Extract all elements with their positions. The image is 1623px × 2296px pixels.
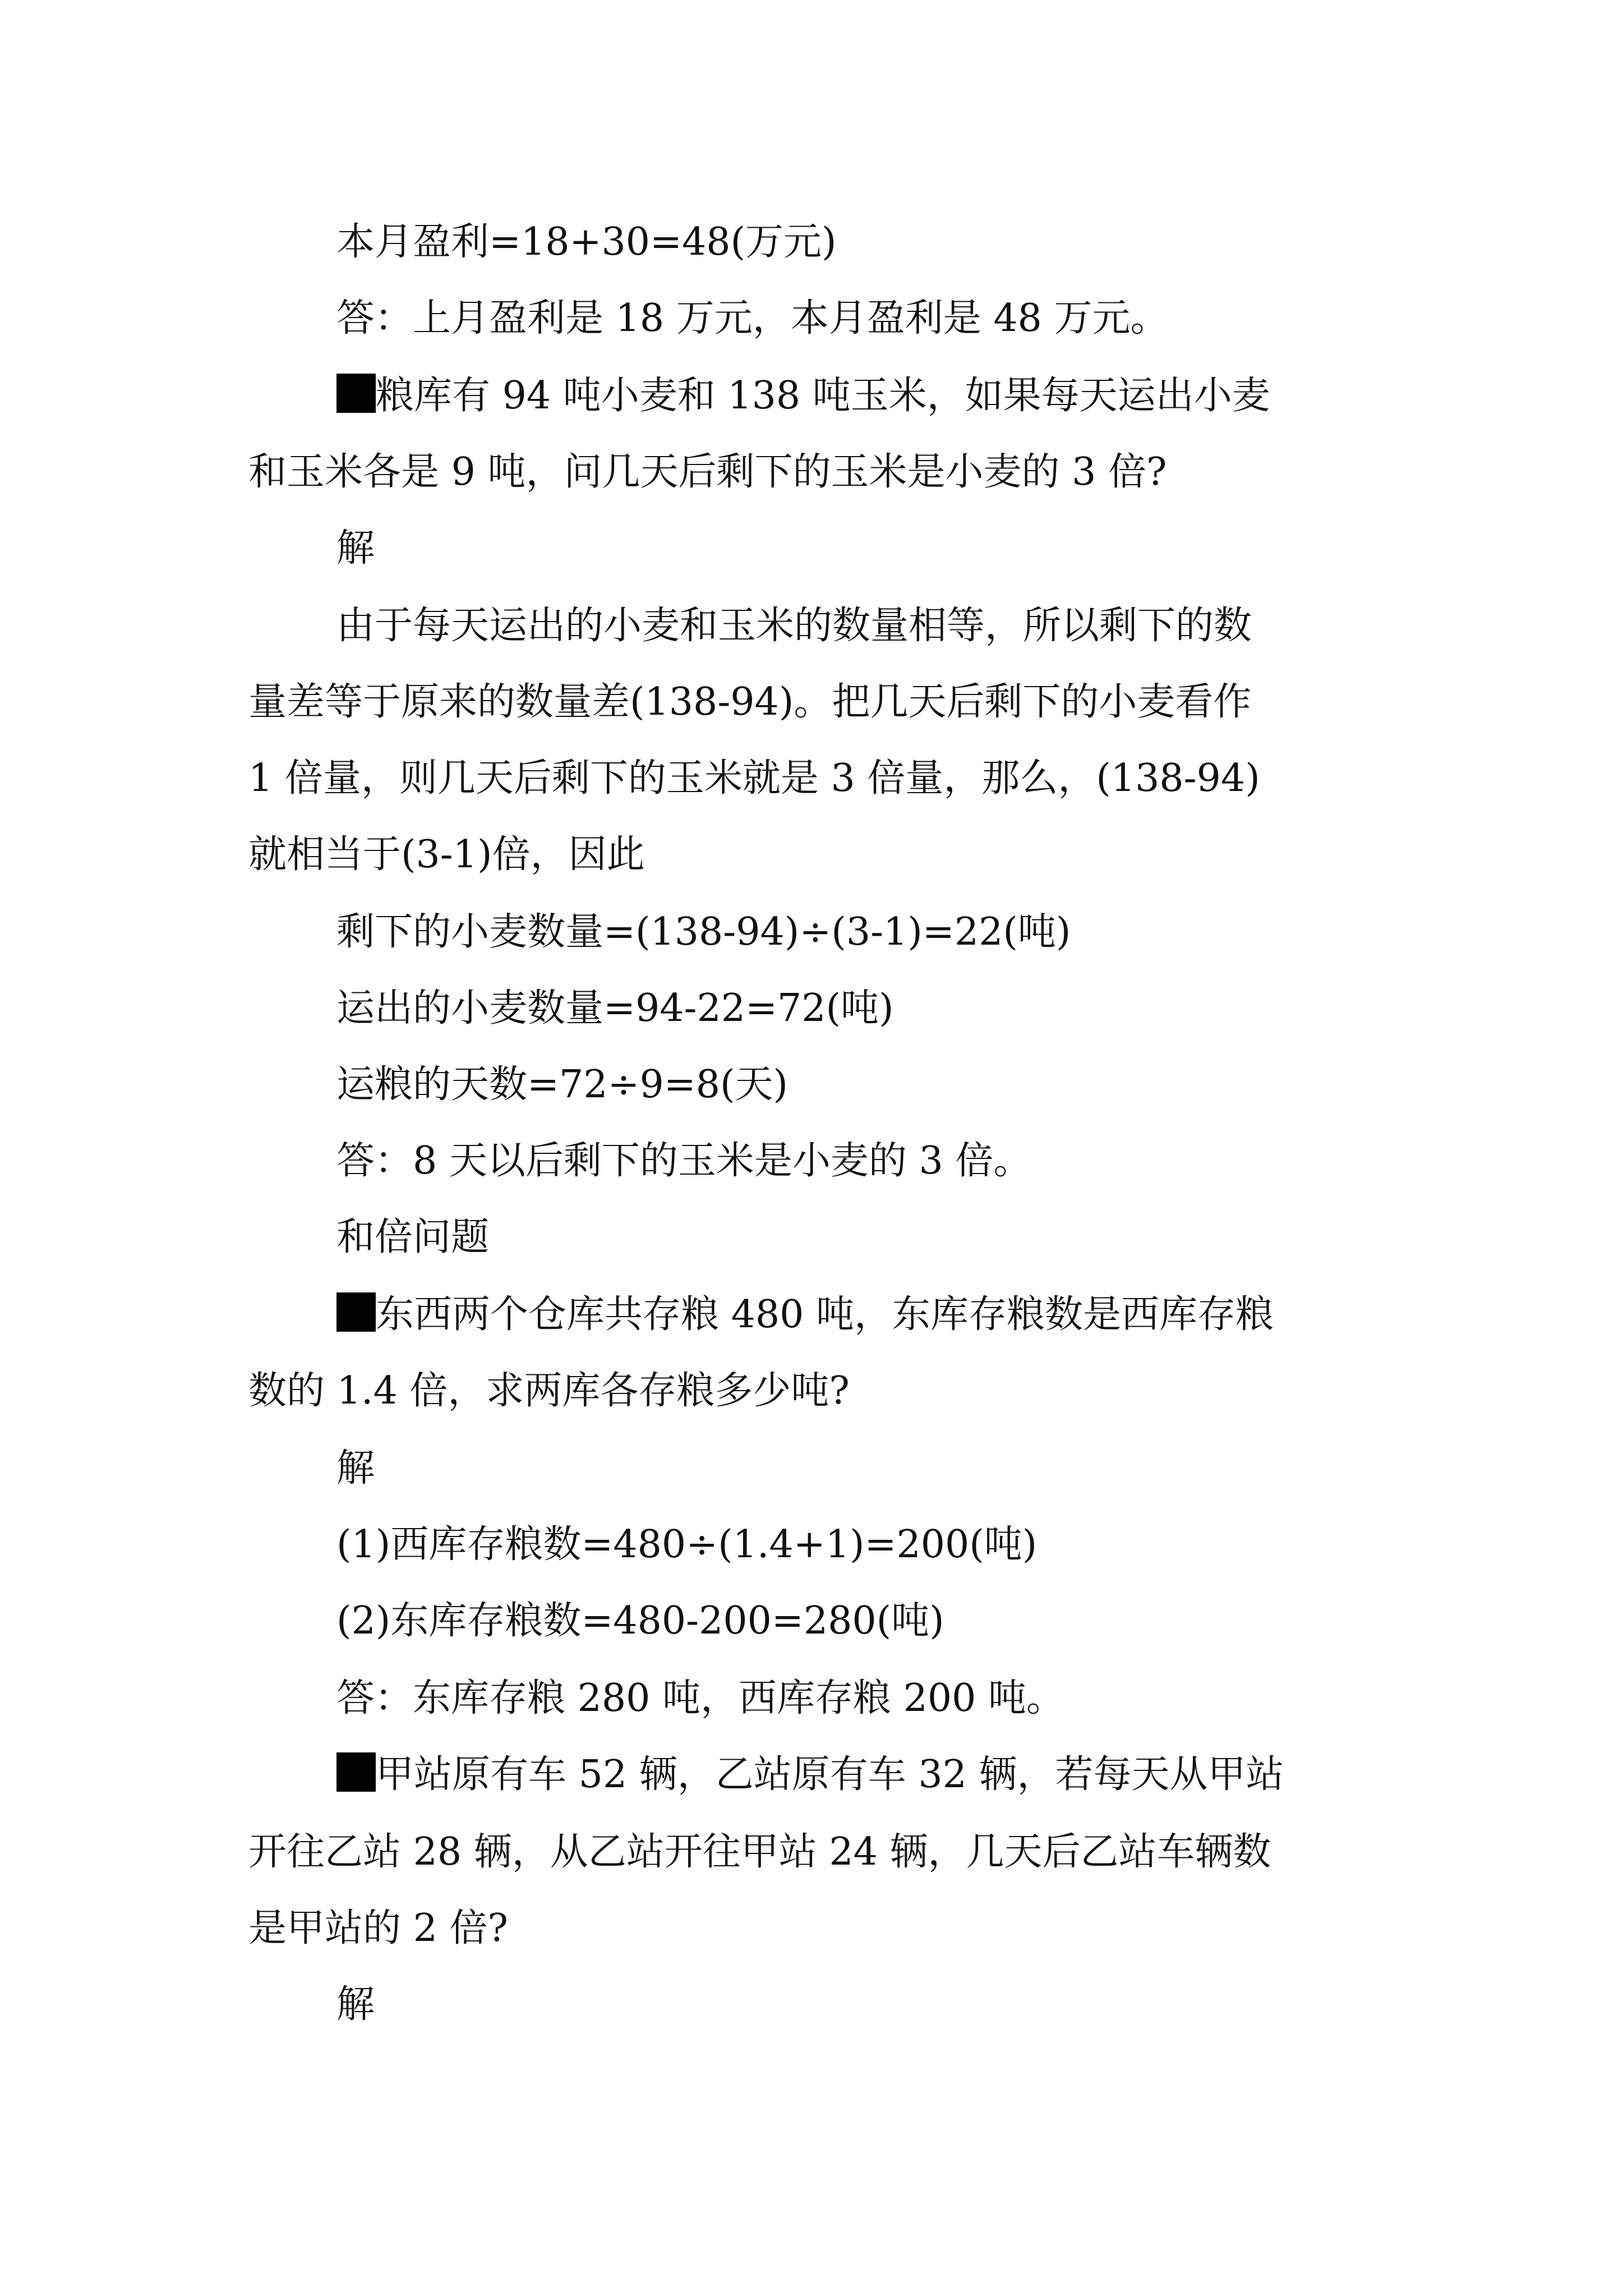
square-bullet-icon [336, 374, 376, 413]
text-content: 甲站原有车 52 辆，乙站原有车 32 辆，若每天从甲站 [376, 1752, 1284, 1797]
text-content: 解 [336, 1982, 375, 2027]
text-content: 东西两个仓库共存粮 480 吨，东库存粮数是西库存粮 [376, 1292, 1274, 1337]
equation-line [336, 1599, 944, 1644]
text-line [248, 680, 1251, 725]
text-content: 运出的小麦数量=94-22=72(吨) [336, 986, 894, 1030]
text-content: 答：8 天以后剩下的玉米是小麦的 3 倍。 [336, 1139, 1032, 1183]
text-content: 由于每天运出的小麦和玉米的数量相等，所以剩下的数 [336, 604, 1252, 648]
text-content: 解 [336, 526, 375, 570]
square-bullet-icon [336, 1292, 376, 1332]
problem-line [336, 1292, 1274, 1337]
text-line [336, 220, 837, 265]
problem-line [336, 374, 1270, 418]
solution-heading [336, 1446, 375, 1491]
text-line [336, 296, 1169, 341]
text-content: (2)东库存粮数=480-200=280(吨) [336, 1599, 944, 1643]
section-heading [336, 1215, 489, 1260]
equation-line [336, 910, 1071, 955]
text-content: 本月盈利=18+30=48(万元) [336, 220, 837, 264]
answer-line [336, 1676, 1064, 1721]
problem-line [248, 1906, 508, 1951]
problem-line [248, 450, 1166, 495]
square-bullet-icon [336, 1752, 376, 1792]
solution-heading [336, 526, 375, 571]
equation-line [336, 1062, 788, 1107]
text-content: 和倍问题 [336, 1215, 490, 1259]
text-line [248, 756, 1260, 801]
text-content: 1 倍量，则几天后剩下的玉米就是 3 倍量，那么，(138-94) [248, 756, 1260, 800]
problem-line [248, 1830, 1271, 1875]
text-content: 就相当于(3-1)倍，因此 [248, 832, 645, 877]
text-content: 和玉米各是 9 吨，问几天后剩下的玉米是小麦的 3 倍? [248, 450, 1167, 494]
text-content: 量差等于原来的数量差(138-94)。把几天后剩下的小麦看作 [248, 680, 1252, 724]
text-content: (1)西库存粮数=480÷(1.4+1)=200(吨) [336, 1522, 1038, 1567]
text-content: 解 [336, 1446, 375, 1490]
solution-heading [336, 1982, 375, 2027]
text-content: 剩下的小麦数量=(138-94)÷(3-1)=22(吨) [336, 910, 1071, 954]
equation-line [336, 986, 894, 1031]
text-content: 粮库有 94 吨小麦和 138 吨玉米，如果每天运出小麦 [376, 374, 1270, 418]
problem-line [248, 1369, 850, 1414]
text-line [336, 604, 1252, 648]
problem-line [336, 1752, 1284, 1797]
answer-line [336, 1139, 1031, 1184]
text-content: 数的 1.4 倍，求两库各存粮多少吨? [248, 1369, 850, 1413]
text-content: 答：上月盈利是 18 万元，本月盈利是 48 万元。 [336, 296, 1169, 341]
text-line [248, 832, 645, 877]
text-content: 答：东库存粮 280 吨，西库存粮 200 吨。 [336, 1676, 1065, 1720]
text-content: 开往乙站 28 辆，从乙站开往甲站 24 辆，几天后乙站车辆数 [248, 1830, 1271, 1874]
equation-line [336, 1522, 1037, 1567]
text-content: 是甲站的 2 倍? [248, 1906, 508, 1950]
text-content: 运粮的天数=72÷9=8(天) [336, 1062, 789, 1107]
